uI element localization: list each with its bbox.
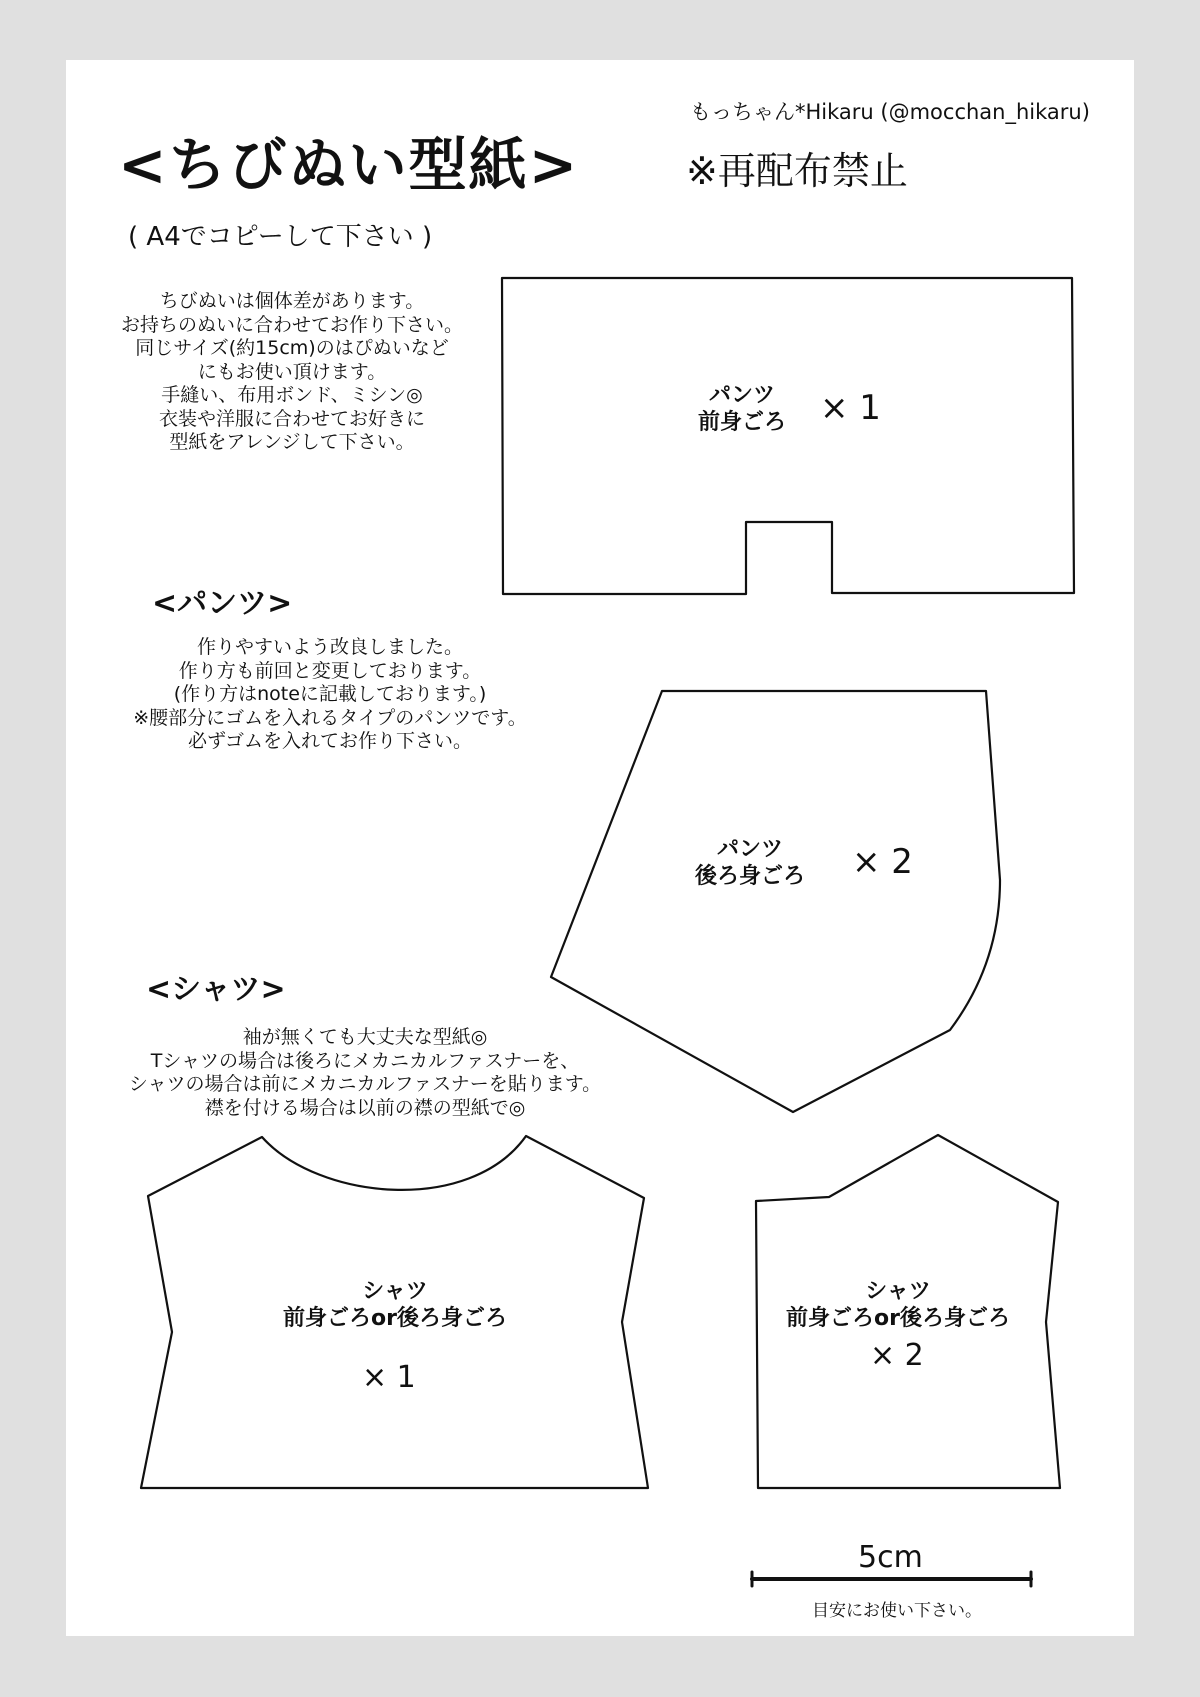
intro-note [92, 290, 492, 455]
shirt-front-label [270, 1278, 520, 1332]
piece-part: 前身ごろor後ろ身ごろ [786, 1306, 1010, 1331]
intro-line: 手縫い、布用ボンド、ミシン◎ [161, 384, 423, 406]
piece-name: パンツ [708, 383, 775, 408]
shirt-line: 襟を付ける場合は以前の襟の型紙で◎ [204, 1096, 526, 1119]
pants-back-count: × 2 [852, 842, 913, 882]
pants-line: ※腰部分にゴムを入れるタイプのパンツです。 [133, 706, 527, 729]
pants-line: 必ずゴムを入れてお作り下さい。 [187, 730, 473, 752]
shirt-note [100, 1026, 630, 1120]
redistribution-notice: ※再配布禁止 [686, 149, 908, 193]
shirt-front-count: × 1 [362, 1360, 416, 1395]
piece-name: シャツ [865, 1279, 931, 1304]
piece-part: 前身ごろ [697, 410, 786, 435]
piece-part: 後ろ身ごろ [694, 864, 805, 889]
pants-front-pattern [502, 278, 1074, 594]
pants-line: 作りやすいよう改良しました。 [196, 636, 463, 658]
intro-line: ちびぬいは個体差があります。 [159, 290, 425, 312]
shirt-line: Tシャツの場合は後ろにメカニカルファスナーを、 [150, 1049, 580, 1072]
pants-front-count: × 1 [820, 388, 881, 428]
shirt-back-count: × 2 [870, 1338, 924, 1373]
intro-line: お持ちのぬいに合わせてお作り下さい。 [120, 313, 463, 336]
scale-label: 5cm [858, 1540, 923, 1575]
intro-line: 衣装や洋服に合わせてお好きに [158, 407, 425, 430]
pants-note [110, 636, 550, 754]
intro-line: 型紙をアレンジして下さい。 [169, 431, 415, 453]
scale-note: 目安にお使い下さい。 [812, 1601, 982, 1621]
piece-part: 前身ごろor後ろ身ごろ [283, 1306, 507, 1331]
piece-name: パンツ [716, 837, 783, 862]
shirt-back-label [776, 1278, 1020, 1332]
page-title: <ちびぬい型紙> [118, 131, 580, 199]
author-credit: もっちゃん*Hikaru (@mocchan_hikaru) [690, 100, 1090, 124]
print-instruction: ( A4でコピーして下さい ) [128, 222, 433, 252]
intro-line: にもお使い頂けます。 [197, 360, 387, 383]
piece-name: シャツ [362, 1279, 428, 1304]
pants-line: (作り方はnoteに記載しております。) [173, 683, 487, 705]
pants-front-label [672, 382, 812, 436]
pants-back-label [670, 836, 830, 890]
intro-line: 同じサイズ(約15cm)のはぴぬいなど [135, 337, 449, 359]
shirt-heading: <シャツ> [146, 972, 286, 1007]
pants-line: 作り方も前回と変更しております。 [178, 659, 482, 682]
shirt-line: シャツの場合は前にメカニカルファスナーを貼ります。 [128, 1073, 602, 1095]
pants-heading: <パンツ> [152, 586, 293, 621]
shirt-line: 袖が無くても大丈夫な型紙◎ [242, 1026, 488, 1048]
